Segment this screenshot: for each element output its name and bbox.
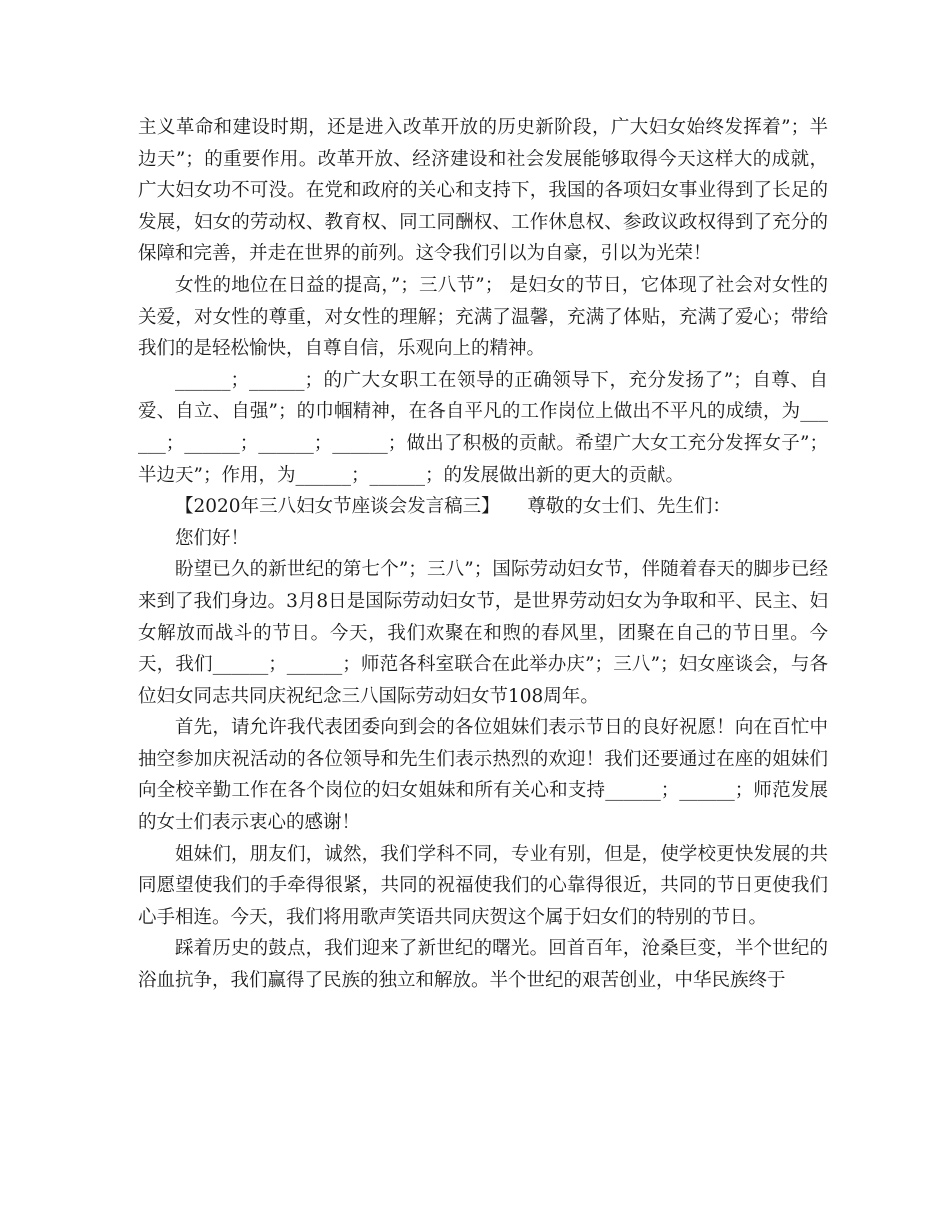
paragraph: 主义革命和建设时期，还是进入改革开放的历史新阶段，广大妇女始终发挥着”；半边天”；的重要作用。改革开放、经济建设和社会发展能够取得今天这样大的成就，广大妇女功不可没。在党和政府的关心和支持下，我国的各项妇女事业得到了长足的发展，妇女的劳动权、教育权、同工同酬权、工作休息权、参政议政权得到了充分的保障和完善，并走在世界的前列。这令我们引以为自豪，引以为光荣！ — [138, 117, 828, 265]
paragraph: 女性的地位在日益的提高，”；三八节”； 是妇女的节日，它体现了社会对女性的关爱，对女性的尊重，对女性的理解；充满了温馨，充满了体贴，充满了爱心；带给我们的是轻松愉快，自尊自信，乐观向上的精神。 — [138, 274, 828, 360]
greeting-paragraph: 您们好！ — [175, 527, 250, 549]
section-heading-paragraph: 【2020年三八妇女节座谈会发言稿三】 尊敬的女士们、先生们： — [175, 496, 731, 518]
paragraph: 首先，请允许我代表团委向到会的各位姐妹们表示节日的良好祝愿！向在百忙中抽空参加庆祝活动的各位领导和先生们表示热烈的欢迎！我们还要通过在座的姐妹们向全校辛勤工作在各个岗位的妇女姐妹和所有关心和支持______；______；师范发展的女士们表示衷心的感谢！ — [138, 717, 828, 834]
paragraph: ______；______；的广大女职工在领导的正确领导下，充分发扬了”；自尊、自爱、自立、自强”；的巾帼精神，在各自平凡的工作岗位上做出不平凡的成绩，为______；______；______；______；做出了积极的贡献。希望广大女工充分发挥女子”；半边天”；作用，为______；______；的发展做出新的更大的贡献。 — [138, 369, 828, 486]
document-body — [138, 112, 828, 997]
paragraph: 盼望已久的新世纪的第七个”；三八”；国际劳动妇女节，伴随着春天的脚步已经来到了我们身边。3月8日是国际劳动妇女节，是世界劳动妇女为争取和平、民主、妇女解放而战斗的节日。今天，我们欢聚在和煦的春风里，团聚在自己的节日里。今天，我们______；______；师范各科室联合在此举办庆”；三八”；妇女座谈会，与各位妇女同志共同庆祝纪念三八国际劳动妇女节108周年。 — [138, 559, 828, 707]
paragraph: 踩着历史的鼓点，我们迎来了新世纪的曙光。回首百年，沧桑巨变，半个世纪的浴血抗争，我们赢得了民族的独立和解放。半个世纪的艰苦创业，中华民族终于 — [138, 938, 828, 992]
paragraph: 姐妹们，朋友们，诚然，我们学科不同，专业有别，但是，使学校更快发展的共同愿望使我们的手牵得很紧，共同的祝福使我们的心靠得很近，共同的节日更使我们心手相连。今天，我们将用歌声笑语共同庆贺这个属于妇女们的特别的节日。 — [138, 843, 828, 928]
